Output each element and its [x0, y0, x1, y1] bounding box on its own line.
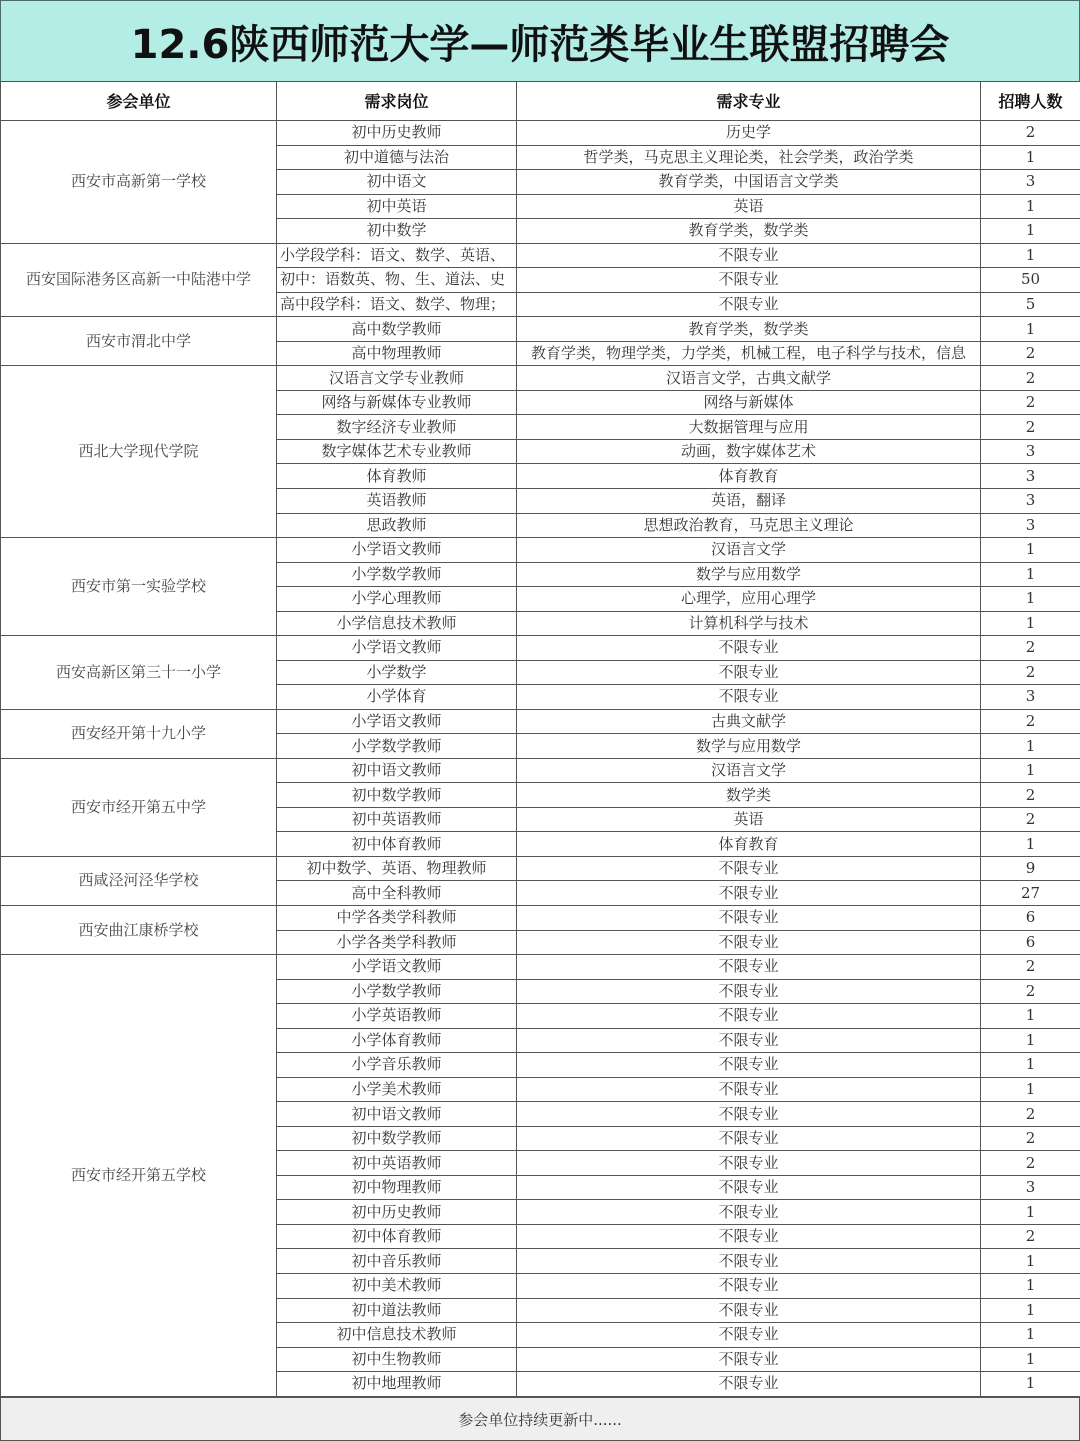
count-cell: 2 — [981, 709, 1080, 734]
major-cell: 不限专业 — [517, 1004, 981, 1029]
count-cell: 2 — [981, 341, 1080, 366]
unit-cell: 西安高新区第三十一小学 — [1, 636, 277, 710]
count-cell: 2 — [981, 807, 1080, 832]
count-cell: 1 — [981, 145, 1080, 170]
major-cell: 历史学 — [517, 121, 981, 146]
count-cell: 1 — [981, 1249, 1080, 1274]
position-cell: 高中段学科：语文、数学、物理； — [277, 292, 517, 317]
position-cell: 初中语文 — [277, 170, 517, 195]
position-cell: 初中英语教师 — [277, 1151, 517, 1176]
position-cell: 小学语文教师 — [277, 955, 517, 980]
position-cell: 初中道德与法治 — [277, 145, 517, 170]
recruitment-table — [0, 81, 1080, 1397]
unit-cell: 西咸泾河泾华学校 — [1, 856, 277, 905]
major-cell: 不限专业 — [517, 1151, 981, 1176]
count-cell: 6 — [981, 930, 1080, 955]
count-cell: 3 — [981, 170, 1080, 195]
unit-cell: 西安曲江康桥学校 — [1, 906, 277, 955]
count-cell: 2 — [981, 660, 1080, 685]
position-cell: 初中物理教师 — [277, 1175, 517, 1200]
position-cell: 小学数学教师 — [277, 734, 517, 759]
position-cell: 初中生物教师 — [277, 1347, 517, 1372]
position-cell: 初中语文教师 — [277, 1102, 517, 1127]
major-cell: 不限专业 — [517, 1053, 981, 1078]
unit-cell: 西安市经开第五学校 — [1, 955, 277, 1397]
position-cell: 数字经济专业教师 — [277, 415, 517, 440]
position-cell: 中学各类学科教师 — [277, 906, 517, 931]
major-cell: 不限专业 — [517, 1224, 981, 1249]
position-cell: 初中数学教师 — [277, 783, 517, 808]
position-cell: 初中英语 — [277, 194, 517, 219]
count-cell: 27 — [981, 881, 1080, 906]
count-cell: 3 — [981, 1175, 1080, 1200]
count-cell: 1 — [981, 832, 1080, 857]
table-row — [1, 243, 1080, 268]
header-unit: 参会单位 — [1, 82, 277, 121]
count-cell: 2 — [981, 1126, 1080, 1151]
count-cell: 1 — [981, 219, 1080, 244]
count-cell: 3 — [981, 439, 1080, 464]
major-cell: 英语 — [517, 807, 981, 832]
major-cell: 教育学类，中国语言文学类 — [517, 170, 981, 195]
unit-cell: 西安市经开第五中学 — [1, 758, 277, 856]
page-title: 12.6陕西师范大学—师范类毕业生联盟招聘会 — [0, 0, 1080, 82]
table-body — [1, 121, 1080, 1397]
major-cell: 不限专业 — [517, 685, 981, 710]
count-cell: 9 — [981, 856, 1080, 881]
count-cell: 1 — [981, 734, 1080, 759]
position-cell: 小学数学教师 — [277, 979, 517, 1004]
count-cell: 1 — [981, 1372, 1080, 1397]
count-cell: 1 — [981, 1053, 1080, 1078]
major-cell: 不限专业 — [517, 1077, 981, 1102]
position-cell: 初中体育教师 — [277, 1224, 517, 1249]
position-cell: 小学心理教师 — [277, 587, 517, 612]
position-cell: 小学段学科：语文、数学、英语、 — [277, 243, 517, 268]
position-cell: 小学信息技术教师 — [277, 611, 517, 636]
position-cell: 初中数学教师 — [277, 1126, 517, 1151]
count-cell: 2 — [981, 636, 1080, 661]
count-cell: 2 — [981, 783, 1080, 808]
table-row — [1, 636, 1080, 661]
count-cell: 1 — [981, 758, 1080, 783]
major-cell: 教育学类，数学类 — [517, 317, 981, 342]
major-cell: 不限专业 — [517, 979, 981, 1004]
position-cell: 小学数学教师 — [277, 562, 517, 587]
major-cell: 计算机科学与技术 — [517, 611, 981, 636]
position-cell: 初中英语教师 — [277, 807, 517, 832]
position-cell: 网络与新媒体专业教师 — [277, 390, 517, 415]
position-cell: 初中语文教师 — [277, 758, 517, 783]
major-cell: 汉语言文学 — [517, 758, 981, 783]
table-header-row — [1, 82, 1080, 121]
table-row — [1, 856, 1080, 881]
unit-cell: 西安经开第十九小学 — [1, 709, 277, 758]
header-count: 招聘人数 — [981, 82, 1080, 121]
major-cell: 大数据管理与应用 — [517, 415, 981, 440]
count-cell: 3 — [981, 685, 1080, 710]
table-row — [1, 317, 1080, 342]
position-cell: 小学英语教师 — [277, 1004, 517, 1029]
position-cell: 小学音乐教师 — [277, 1053, 517, 1078]
count-cell: 2 — [981, 1224, 1080, 1249]
count-cell: 2 — [981, 390, 1080, 415]
unit-cell: 西安国际港务区高新一中陆港中学 — [1, 243, 277, 317]
position-cell: 小学体育教师 — [277, 1028, 517, 1053]
count-cell: 1 — [981, 611, 1080, 636]
major-cell: 不限专业 — [517, 1200, 981, 1225]
major-cell: 心理学，应用心理学 — [517, 587, 981, 612]
footer-note: 参会单位持续更新中...... — [0, 1397, 1080, 1441]
major-cell: 英语，翻译 — [517, 488, 981, 513]
count-cell: 1 — [981, 1347, 1080, 1372]
major-cell: 不限专业 — [517, 1102, 981, 1127]
position-cell: 初中：语数英、物、生、道法、史 — [277, 268, 517, 293]
table-row — [1, 538, 1080, 563]
unit-cell: 西安市第一实验学校 — [1, 538, 277, 636]
major-cell: 不限专业 — [517, 930, 981, 955]
major-cell: 英语 — [517, 194, 981, 219]
count-cell: 1 — [981, 243, 1080, 268]
major-cell: 不限专业 — [517, 856, 981, 881]
unit-cell: 西北大学现代学院 — [1, 366, 277, 538]
position-cell: 小学语文教师 — [277, 636, 517, 661]
table-row — [1, 758, 1080, 783]
position-cell: 初中历史教师 — [277, 1200, 517, 1225]
table-row — [1, 955, 1080, 980]
position-cell: 小学数学 — [277, 660, 517, 685]
count-cell: 5 — [981, 292, 1080, 317]
major-cell: 教育学类，数学类 — [517, 219, 981, 244]
position-cell: 初中数学 — [277, 219, 517, 244]
table-row — [1, 366, 1080, 391]
header-major: 需求专业 — [517, 82, 981, 121]
major-cell: 不限专业 — [517, 1347, 981, 1372]
position-cell: 高中物理教师 — [277, 341, 517, 366]
major-cell: 数学与应用数学 — [517, 734, 981, 759]
major-cell: 教育学类，物理学类，力学类，机械工程，电子科学与技术，信息 — [517, 341, 981, 366]
major-cell: 数学类 — [517, 783, 981, 808]
major-cell: 不限专业 — [517, 881, 981, 906]
major-cell: 体育教育 — [517, 464, 981, 489]
major-cell: 哲学类，马克思主义理论类，社会学类，政治学类 — [517, 145, 981, 170]
count-cell: 2 — [981, 366, 1080, 391]
position-cell: 小学语文教师 — [277, 709, 517, 734]
count-cell: 50 — [981, 268, 1080, 293]
count-cell: 2 — [981, 979, 1080, 1004]
major-cell: 汉语言文学 — [517, 538, 981, 563]
count-cell: 1 — [981, 317, 1080, 342]
position-cell: 小学美术教师 — [277, 1077, 517, 1102]
major-cell: 数学与应用数学 — [517, 562, 981, 587]
table-row — [1, 709, 1080, 734]
position-cell: 数字媒体艺术专业教师 — [277, 439, 517, 464]
count-cell: 2 — [981, 1102, 1080, 1127]
major-cell: 不限专业 — [517, 1249, 981, 1274]
major-cell: 不限专业 — [517, 636, 981, 661]
position-cell: 体育教师 — [277, 464, 517, 489]
count-cell: 2 — [981, 1151, 1080, 1176]
major-cell: 不限专业 — [517, 660, 981, 685]
count-cell: 1 — [981, 1004, 1080, 1029]
major-cell: 不限专业 — [517, 906, 981, 931]
position-cell: 初中音乐教师 — [277, 1249, 517, 1274]
position-cell: 初中体育教师 — [277, 832, 517, 857]
count-cell: 1 — [981, 1323, 1080, 1348]
count-cell: 1 — [981, 562, 1080, 587]
position-cell: 汉语言文学专业教师 — [277, 366, 517, 391]
count-cell: 3 — [981, 464, 1080, 489]
unit-cell: 西安市渭北中学 — [1, 317, 277, 366]
major-cell: 不限专业 — [517, 243, 981, 268]
major-cell: 不限专业 — [517, 955, 981, 980]
position-cell: 初中历史教师 — [277, 121, 517, 146]
header-position: 需求岗位 — [277, 82, 517, 121]
position-cell: 高中全科教师 — [277, 881, 517, 906]
count-cell: 2 — [981, 955, 1080, 980]
major-cell: 动画，数字媒体艺术 — [517, 439, 981, 464]
count-cell: 3 — [981, 488, 1080, 513]
major-cell: 不限专业 — [517, 292, 981, 317]
major-cell: 不限专业 — [517, 1028, 981, 1053]
unit-cell: 西安市高新第一学校 — [1, 121, 277, 244]
count-cell: 1 — [981, 538, 1080, 563]
major-cell: 不限专业 — [517, 1273, 981, 1298]
major-cell: 不限专业 — [517, 1298, 981, 1323]
major-cell: 思想政治教育，马克思主义理论 — [517, 513, 981, 538]
major-cell: 不限专业 — [517, 1126, 981, 1151]
count-cell: 2 — [981, 121, 1080, 146]
major-cell: 不限专业 — [517, 268, 981, 293]
major-cell: 不限专业 — [517, 1175, 981, 1200]
count-cell: 1 — [981, 1077, 1080, 1102]
position-cell: 初中信息技术教师 — [277, 1323, 517, 1348]
count-cell: 1 — [981, 1028, 1080, 1053]
table-row — [1, 906, 1080, 931]
count-cell: 1 — [981, 1200, 1080, 1225]
position-cell: 小学语文教师 — [277, 538, 517, 563]
count-cell: 3 — [981, 513, 1080, 538]
position-cell: 小学体育 — [277, 685, 517, 710]
count-cell: 1 — [981, 1273, 1080, 1298]
major-cell: 不限专业 — [517, 1372, 981, 1397]
position-cell: 初中道法教师 — [277, 1298, 517, 1323]
count-cell: 1 — [981, 1298, 1080, 1323]
count-cell: 1 — [981, 587, 1080, 612]
position-cell: 高中数学教师 — [277, 317, 517, 342]
position-cell: 英语教师 — [277, 488, 517, 513]
position-cell: 初中数学、英语、物理教师 — [277, 856, 517, 881]
major-cell: 不限专业 — [517, 1323, 981, 1348]
position-cell: 初中地理教师 — [277, 1372, 517, 1397]
position-cell: 初中美术教师 — [277, 1273, 517, 1298]
count-cell: 2 — [981, 415, 1080, 440]
major-cell: 体育教育 — [517, 832, 981, 857]
table-row — [1, 121, 1080, 146]
count-cell: 1 — [981, 194, 1080, 219]
position-cell: 小学各类学科教师 — [277, 930, 517, 955]
major-cell: 网络与新媒体 — [517, 390, 981, 415]
major-cell: 汉语言文学，古典文献学 — [517, 366, 981, 391]
major-cell: 古典文献学 — [517, 709, 981, 734]
count-cell: 6 — [981, 906, 1080, 931]
position-cell: 思政教师 — [277, 513, 517, 538]
